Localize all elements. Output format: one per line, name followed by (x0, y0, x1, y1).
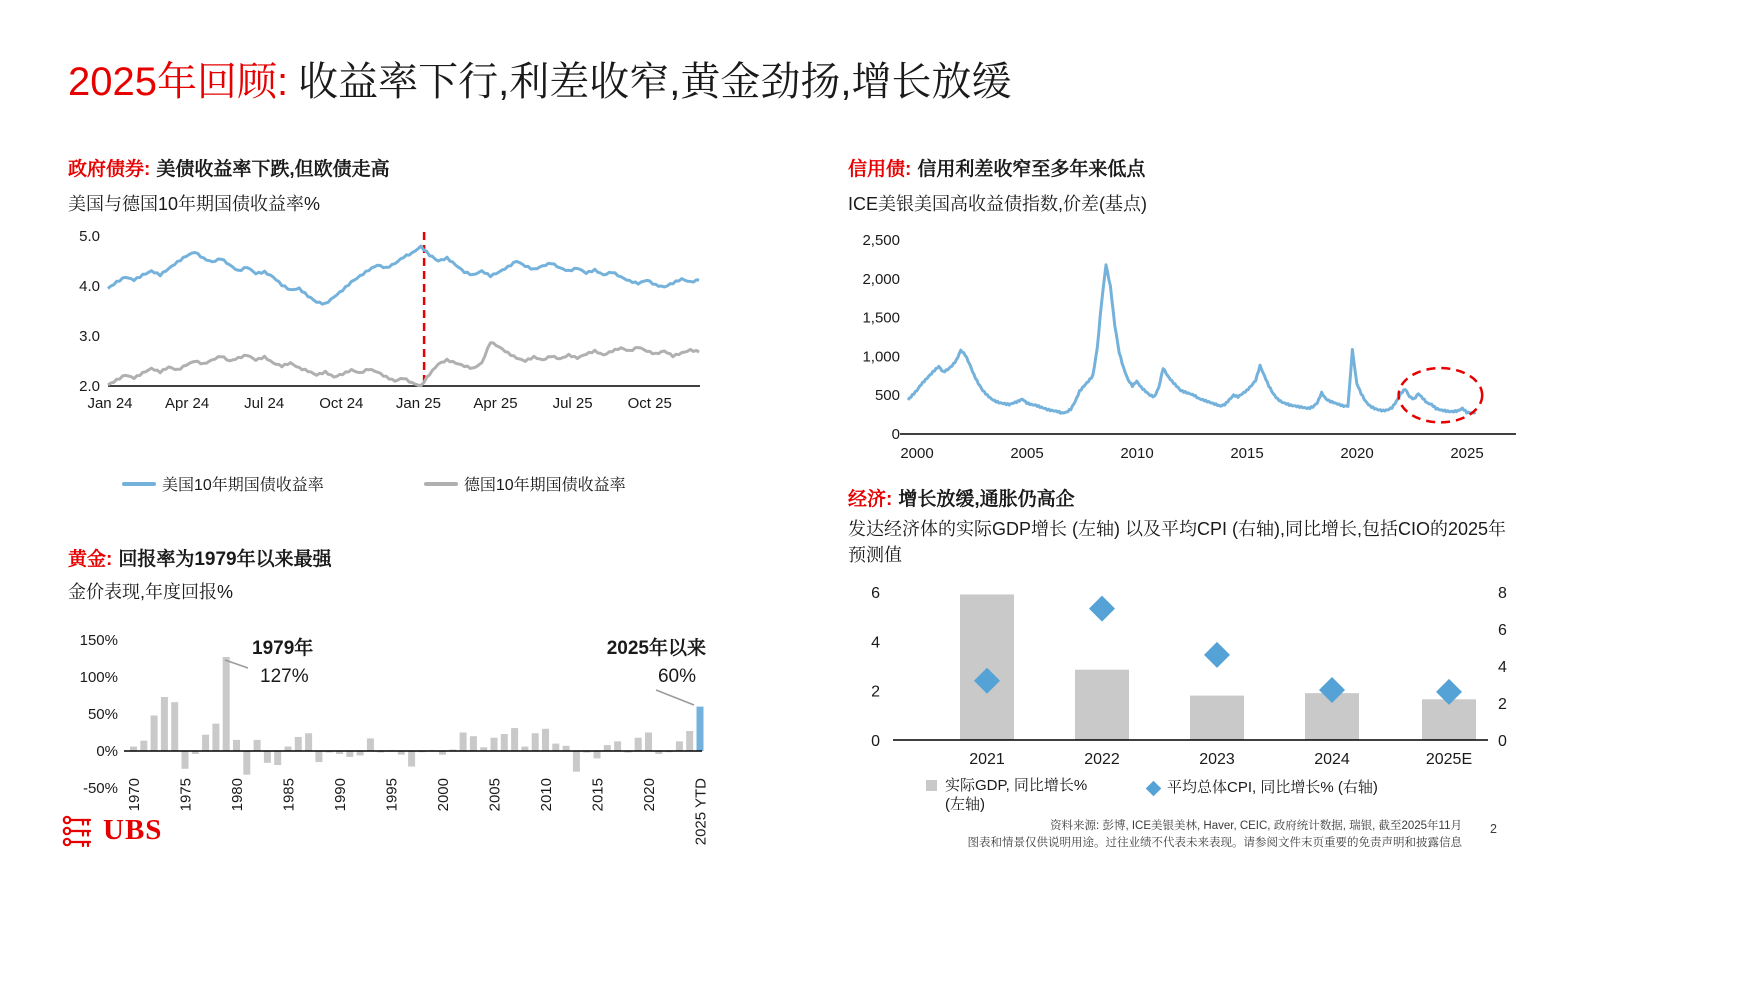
svg-text:2020: 2020 (1340, 445, 1374, 462)
svg-text:Jan 24: Jan 24 (87, 395, 133, 412)
svg-text:2025年以来: 2025年以来 (606, 638, 706, 659)
gold-bar-1977 (202, 735, 209, 751)
svg-text:2015: 2015 (589, 778, 607, 812)
legend-item-us-10y (122, 472, 324, 495)
gold-bar-2007 (511, 728, 518, 751)
svg-text:2000: 2000 (900, 445, 934, 462)
gold-bar-1987 (305, 733, 312, 751)
cpi-legend-label: 平均总体CPI, 同比增长% (右轴) (1167, 779, 1378, 796)
gold-bar-2023 (676, 741, 683, 751)
source-line-2: 图表和情景仅供说明用途。过往业绩不代表未来表现。请参阅文件末页重要的免责声明和披露信息 (967, 837, 1462, 849)
svg-text:50%: 50% (87, 706, 118, 723)
gold-bar-1974 (171, 702, 178, 751)
svg-text:2010: 2010 (538, 778, 555, 812)
gold-bar-1993 (367, 738, 374, 751)
us-line-label: 美国10年期国债收益率 (162, 477, 324, 494)
svg-text:2005: 2005 (486, 778, 504, 812)
gold-bar-2002 (460, 733, 467, 752)
svg-text:150%: 150% (79, 632, 118, 649)
svg-text:2,500: 2,500 (862, 232, 900, 249)
svg-text:2: 2 (1498, 696, 1507, 713)
cpi-diamond-2023 (1204, 642, 1230, 668)
svg-text:6: 6 (1498, 622, 1507, 639)
gold-bar-2009 (532, 733, 539, 751)
cpi-diamond-marker (1146, 780, 1162, 796)
gov-bonds-subtitle: 美国与德国10年期国债收益率% (68, 194, 321, 214)
svg-text:Oct 25: Oct 25 (627, 395, 672, 412)
gold-bar-2010 (542, 729, 549, 751)
svg-text:5.0: 5.0 (79, 228, 100, 245)
svg-text:4: 4 (1498, 659, 1507, 676)
gold-bar-1981 (243, 751, 250, 775)
svg-text:1979年: 1979年 (252, 638, 314, 659)
gold-bar-1973 (161, 697, 168, 751)
gdp-bar-2023 (1190, 696, 1244, 740)
svg-text:Oct 24: Oct 24 (319, 395, 364, 412)
legend-item-gdp (926, 776, 1087, 814)
svg-text:4.0: 4.0 (79, 278, 100, 295)
svg-text:1975: 1975 (177, 778, 195, 812)
gold-bar-1975 (182, 751, 189, 769)
gold-bar-2003 (470, 736, 477, 751)
legend-item-de-10y (424, 472, 626, 495)
svg-text:1980: 1980 (229, 778, 246, 812)
gold-bar-1980 (233, 740, 240, 751)
svg-text:3.0: 3.0 (79, 328, 100, 345)
gdp-bar-2021 (960, 594, 1014, 740)
gold-bar-1982 (254, 740, 261, 751)
svg-text:1990: 1990 (332, 778, 349, 812)
gold-headline: 回报率为1979年以来最强 (118, 549, 332, 570)
gov-bonds-legend (122, 472, 626, 495)
svg-text:2024: 2024 (1314, 751, 1350, 768)
svg-text:Jul 24: Jul 24 (244, 395, 285, 412)
svg-text:2025: 2025 (1450, 445, 1484, 462)
svg-text:2.0: 2.0 (79, 378, 100, 395)
ubs-wordmark: UBS (103, 814, 163, 846)
svg-text:6: 6 (871, 585, 880, 602)
svg-text:Jul 25: Jul 25 (552, 395, 593, 412)
svg-text:Apr 25: Apr 25 (473, 395, 518, 412)
gold-bar-1979 (223, 657, 230, 751)
gold-bar-2017 (614, 741, 621, 751)
gold-tag: 黄金: (68, 549, 113, 570)
page-title-rest: 收益率下行,利差收窄,黄金劲扬,增长放缓 (298, 60, 1012, 104)
svg-text:8: 8 (1498, 585, 1507, 602)
gold-bar-1991 (346, 751, 353, 757)
recent-low-highlight (1399, 368, 1483, 422)
econ-header (848, 484, 1075, 511)
svg-text:100%: 100% (79, 669, 118, 686)
page-number: 2 (1490, 822, 1497, 836)
svg-text:2022: 2022 (1084, 751, 1120, 768)
svg-text:2,000: 2,000 (862, 270, 900, 288)
credit-spread-chart (848, 222, 1528, 477)
gold-bar-1983 (264, 751, 271, 763)
svg-text:1,500: 1,500 (862, 309, 900, 327)
svg-text:2000: 2000 (435, 778, 452, 812)
gdp-bar-2025E (1422, 699, 1476, 740)
svg-text:2010: 2010 (1120, 445, 1154, 462)
svg-text:127%: 127% (260, 666, 309, 687)
gdp-legend-line2: (左轴) (945, 796, 985, 813)
gov-bonds-tag: 政府债券: (68, 159, 151, 180)
svg-text:2023: 2023 (1199, 751, 1235, 768)
gold-bar-1986 (295, 737, 302, 751)
gold-bar-2006 (501, 734, 508, 751)
svg-text:2021: 2021 (969, 751, 1005, 768)
econ-subtitle: 发达经济体的实际GDP增长 (左轴) 以及平均CPI (右轴),同比增长,包括CIO的2025年预测值 (848, 519, 1507, 565)
svg-text:1,000: 1,000 (862, 348, 900, 366)
de-line-label: 德国10年期国债收益率 (463, 477, 626, 494)
gold-bar-1984 (274, 751, 281, 765)
credit-subtitle: ICE美银美国高收益债指数,价差(基点) (848, 194, 1147, 214)
credit-tag: 信用债: (848, 159, 912, 180)
page-title-highlight: 2025年回顾: (68, 60, 289, 104)
us-line-marker (122, 482, 156, 486)
svg-text:60%: 60% (657, 666, 696, 687)
svg-text:2: 2 (871, 683, 880, 701)
svg-text:1995: 1995 (383, 778, 401, 812)
gold-bar-2011 (552, 744, 559, 751)
series-spread (908, 265, 1476, 413)
gold-bar-2019 (635, 738, 642, 751)
gov-bonds-chart (62, 226, 722, 476)
gold-bar-2025 (697, 707, 704, 751)
gdp-cpi-chart (848, 572, 1528, 787)
svg-text:0: 0 (871, 733, 880, 750)
credit-headline: 信用利差收窄至多年来低点 (917, 159, 1146, 180)
svg-text:0: 0 (891, 426, 900, 443)
gdp-bar-marker (926, 780, 937, 791)
gold-bar-2005 (491, 738, 498, 751)
gdp-legend-line1: 实际GDP, 同比增长% (945, 777, 1088, 794)
gold-bar-2015 (594, 751, 601, 758)
page-title (68, 50, 1011, 107)
svg-text:2015: 2015 (1230, 445, 1264, 462)
econ-headline: 增长放缓,通胀仍高企 (898, 489, 1075, 510)
gdp-bar-2022 (1075, 670, 1129, 740)
svg-text:1970: 1970 (126, 778, 143, 812)
svg-text:2020: 2020 (641, 778, 658, 812)
svg-text:Apr 24: Apr 24 (164, 395, 210, 412)
gold-bar-1971 (140, 741, 147, 751)
ubs-keys-icon (62, 815, 96, 847)
svg-text:0: 0 (1498, 733, 1507, 750)
econ-tag: 经济: (848, 489, 893, 510)
series-德国10年期国债收益率 (108, 343, 699, 386)
gov-bonds-header (68, 154, 390, 181)
gold-bar-1988 (315, 751, 322, 762)
svg-text:500: 500 (874, 387, 900, 405)
svg-text:Jan 25: Jan 25 (395, 395, 441, 412)
svg-text:4: 4 (871, 634, 880, 652)
de-line-marker (424, 482, 458, 486)
gold-bar-2020 (645, 733, 652, 752)
svg-text:2025E: 2025E (1425, 751, 1473, 768)
source-note (900, 818, 1462, 852)
svg-text:-50%: -50% (82, 780, 118, 797)
svg-text:2025 YTD: 2025 YTD (692, 778, 710, 846)
gold-header (68, 544, 332, 571)
legend-item-cpi (1148, 776, 1378, 797)
svg-text:0%: 0% (96, 743, 118, 760)
series-美国10年期国债收益率 (108, 246, 699, 304)
gold-bar-1997 (408, 751, 415, 767)
gold-subtitle: 金价表现,年度回报% (68, 582, 234, 602)
gold-returns-chart (60, 598, 760, 883)
gold-bar-2024 (686, 731, 693, 751)
source-line-1: 资料来源: 彭博, ICE美银美林, Haver, CEIC, 政府统计数据, 瑞银, 截至2025年11月 (1050, 820, 1462, 832)
credit-header (848, 154, 1145, 181)
gold-bar-1972 (151, 715, 158, 751)
svg-text:1985: 1985 (280, 778, 298, 812)
gold-bar-2013 (573, 751, 580, 772)
gold-bar-2016 (604, 745, 611, 751)
gov-bonds-headline: 美债收益率下跌,但欧债走高 (156, 159, 390, 180)
gold-bar-1978 (212, 724, 219, 751)
svg-text:2005: 2005 (1010, 445, 1044, 462)
ubs-logo (62, 814, 162, 847)
cpi-diamond-2022 (1089, 596, 1115, 622)
